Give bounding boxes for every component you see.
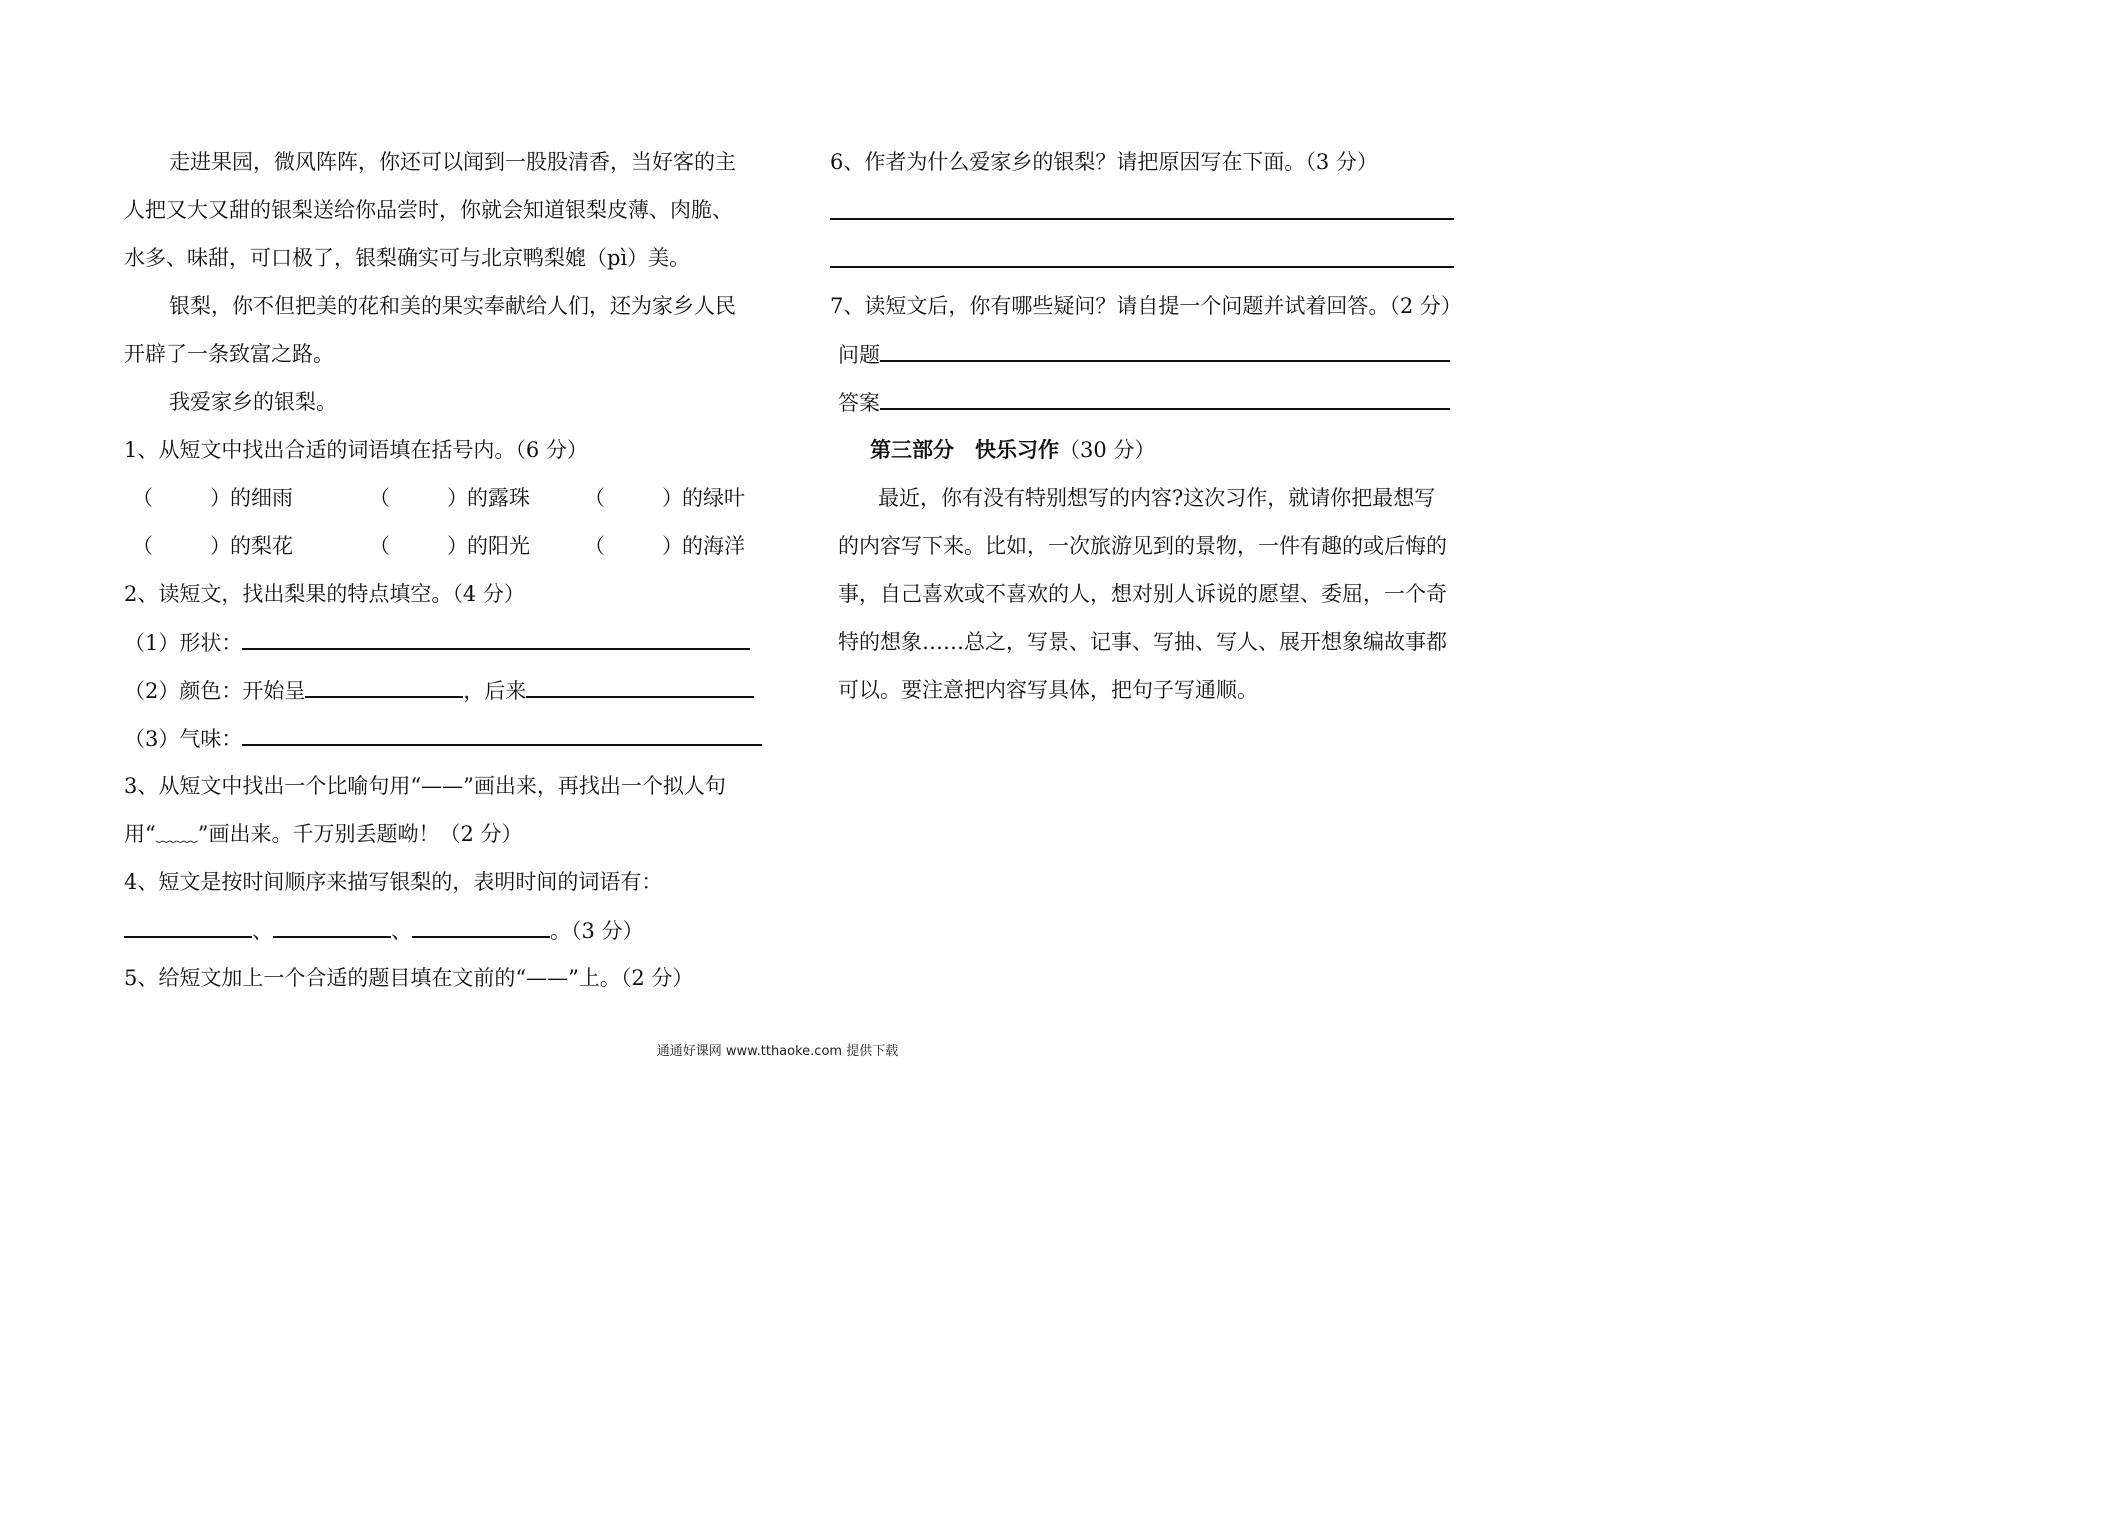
answer-blank[interactable] [124, 916, 252, 938]
answer-line[interactable] [830, 218, 1454, 220]
question-7-question: 问题 [838, 340, 1450, 369]
answer-blank[interactable] [880, 340, 1450, 362]
question-3-line: 3、从短文中找出一个比喻句用“——”画出来，再找出一个拟人句 [124, 774, 726, 798]
part-3-heading: 第三部分 快乐习作（30 分） [870, 438, 1156, 462]
answer-blank[interactable] [242, 628, 750, 650]
footer-credit: 通通好课网 www.tthaoke.com 提供下载 [656, 1044, 899, 1059]
question-4-blanks: 、 、 。（3 分） [124, 916, 644, 945]
question-6-title: 6、作者为什么爱家乡的银梨？请把原因写在下面。（3 分） [830, 150, 1378, 174]
essay-prompt-line: 事，自己喜欢或不喜欢的人，想对别人诉说的愿望、委屈，一个奇 [838, 582, 1447, 606]
passage-line: 水多、味甜，可口极了，银梨确实可与北京鸭梨媲（pì）美。 [124, 246, 691, 270]
passage-line: 我爱家乡的银梨。 [169, 390, 337, 414]
question-2-title: 2、读短文，找出梨果的特点填空。（4 分） [124, 582, 525, 606]
answer-blank[interactable] [880, 388, 1450, 410]
question-7-title: 7、读短文后，你有哪些疑问？请自提一个问题并试着回答。（2 分） [830, 294, 1462, 318]
essay-prompt-line: 的内容写下来。比如，一次旅游见到的景物，一件有趣的或后悔的 [838, 534, 1447, 558]
essay-prompt-line: 最近，你有没有特别想写的内容?这次习作，就请你把最想写 [878, 486, 1436, 510]
answer-blank[interactable] [242, 724, 762, 746]
answer-blank[interactable] [526, 676, 754, 698]
passage-line: 银梨，你不但把美的花和美的果实奉献给人们，还为家乡人民 [169, 294, 736, 318]
question-2-shape: （1）形状： [124, 628, 750, 657]
passage-line: 开辟了一条致富之路。 [124, 342, 334, 366]
question-2-smell: （3）气味： [124, 724, 762, 753]
passage-line: 人把又大又甜的银梨送给你品尝时，你就会知道银梨皮薄、肉脆、 [124, 198, 733, 222]
question-7-answer: 答案 [838, 388, 1450, 417]
question-4-title: 4、短文是按时间顺序来描写银梨的，表明时间的词语有： [124, 870, 663, 894]
question-5: 5、给短文加上一个合适的题目填在文前的“——”上。（2 分） [124, 966, 694, 990]
answer-line[interactable] [830, 266, 1454, 268]
exam-page: 走进果园，微风阵阵，你还可以闻到一股股清香，当好客的主 人把又大又甜的银梨送给你品尝时，你就会知道银梨皮薄、肉脆、 水多、味甜，可口极了，银梨确实可与北京鸭梨媲（pì）美。 银梨，你不但把美的花和美的果实奉献给人们，还为家乡人民 开辟了一条致富之路。 我爱家乡的银梨。 1、从短文中找出合适的词语填在括号内。（6 分） （ ） 的细雨 （ ） 的露珠 （ ） 的绿叶 （ ） 的梨花 （ ） 的阳光 （ ） 的海洋 2、读短文，找出梨果的特点填空。（4 分） （1）形状： （2）颜色：开始呈 ，后来 （3）气味： 3、从短文中找出一个比喻句用“——”画出来，再找出一个拟人句 用“﹏﹏”画出来。千万别丢题呦！（2 分） 4、短文是按时间顺序来描写银梨的，表明时间的词语有： 、 、 。（3 分） 5、给短文加上一个合适的题目填在文前的“——”上。（2 分） 6、作者为什么爱家乡的银梨？请把原因写在下面。（3 分） 7、读短文后，你有哪些疑问？请自提一个问题并试着回答。（2 分） 问题 答案 第三部分 快乐习作（30 分） 最近，你有没有特别想写的内容?这次习作，就请你把最想写 的内容写下来。比如，一次旅游见到的景物，一件有趣的或后悔的 事，自己喜欢或不喜欢的人，想对别人诉说的愿望、委屈，一个奇 特的想象……总之，写景、记事、写抽、写人、展开想象编故事都 可以。要注意把内容写具体，把句子写通顺。 通通好课网 www.tthaoke.com 提供下载 [0, 0, 1555, 1123]
answer-blank[interactable] [412, 916, 550, 938]
question-3-line: 用“﹏﹏”画出来。千万别丢题呦！（2 分） [124, 822, 523, 846]
question-1-title: 1、从短文中找出合适的词语填在括号内。（6 分） [124, 438, 588, 462]
question-2-color: （2）颜色：开始呈 ，后来 [124, 676, 754, 705]
passage-line: 走进果园，微风阵阵，你还可以闻到一股股清香，当好客的主 [169, 150, 736, 174]
answer-blank[interactable] [273, 916, 391, 938]
answer-blank[interactable] [305, 676, 463, 698]
essay-prompt-line: 可以。要注意把内容写具体，把句子写通顺。 [838, 678, 1258, 702]
essay-prompt-line: 特的想象……总之，写景、记事、写抽、写人、展开想象编故事都 [838, 630, 1447, 654]
